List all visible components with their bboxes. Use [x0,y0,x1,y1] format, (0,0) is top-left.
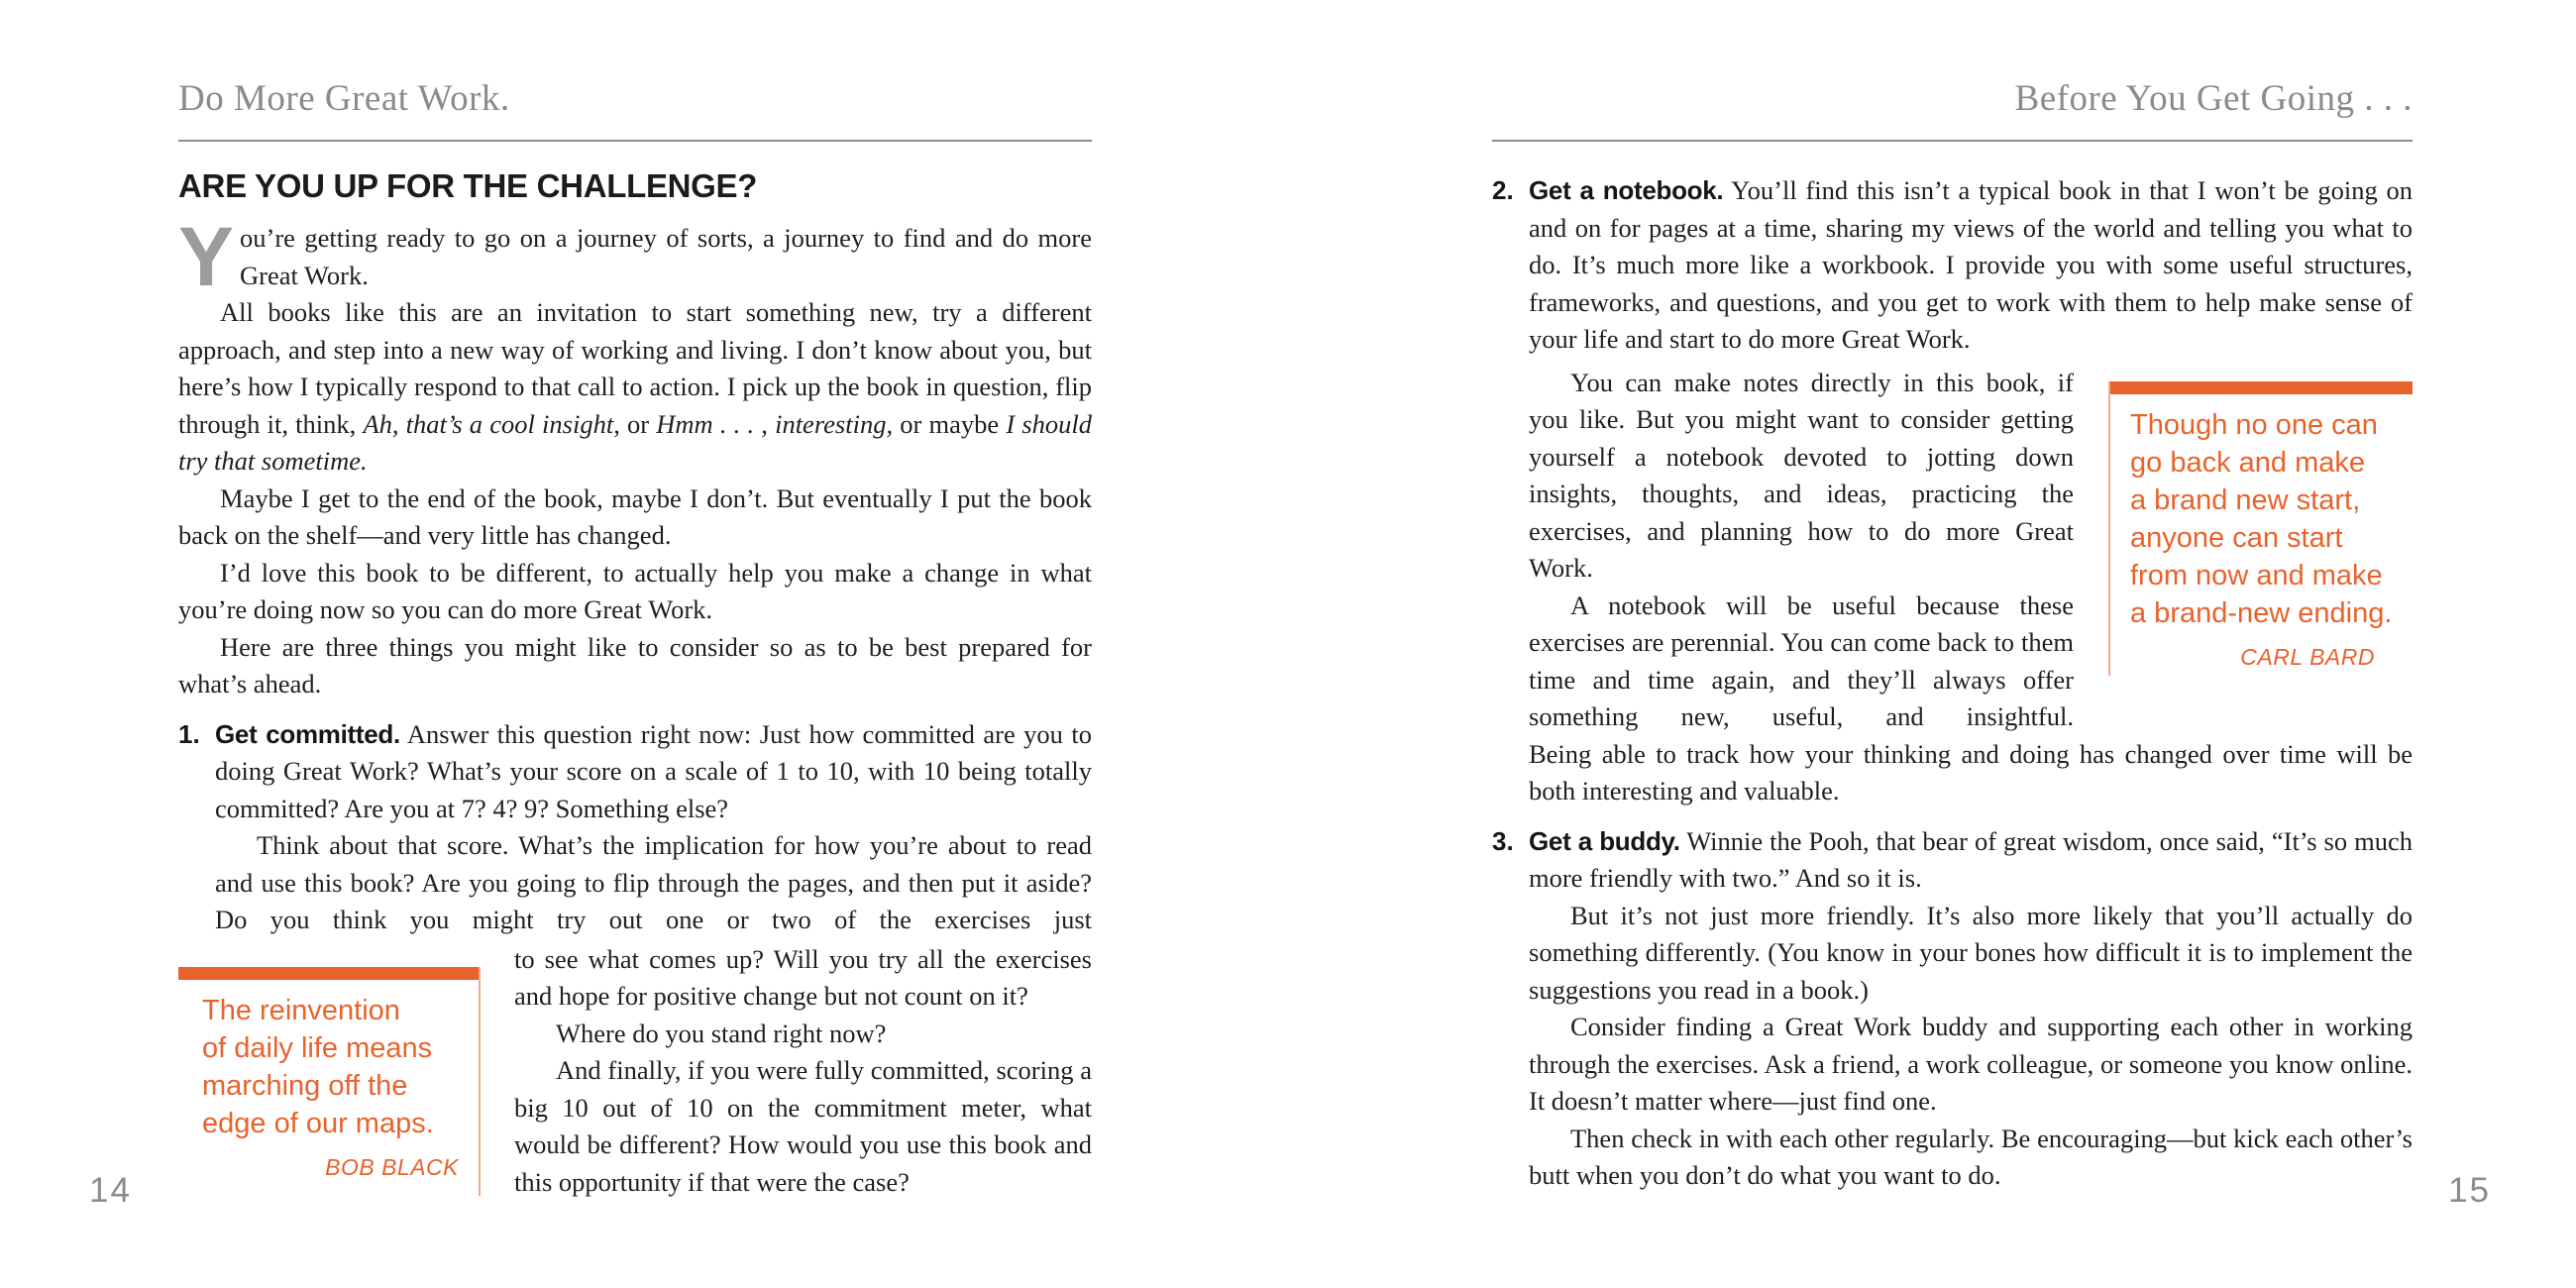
item-1-paragraph-wrapped: to see what comes up? Will you try all the exercises and hope for positive change but not count on it? [514,943,1092,1011]
paragraph-here-are-three: Here are three things you might like to consider so as to be best prepared for what’s ahead. [178,631,1092,698]
page-number-left: 14 [89,1171,132,1210]
pull-quote-line: a brand-new ending. [2130,596,2393,629]
paragraph-intro [178,210,1092,303]
item-1-text: Answer this question right now: Just how committed are you to doing Great Work? What’s your score on a scale of 1 to 10, with 10 being totally committed? Are you at 7? 4? 9? Something else? [215,718,1092,823]
item-1-paragraph [215,716,1092,828]
left-wrap-region [178,941,1092,1202]
list-item-2 [1492,172,2413,810]
right-body-column [1492,172,2413,1195]
item-1-paragraph-where: Where do you stand right now? [556,1018,887,1048]
pull-quote-attribution: BOB BLACK [325,1153,459,1180]
right-wrap-region [1529,365,2413,736]
item-3-text: Winnie the Pooh, that bear of great wisdom, once said, “It’s so much more friendly with two.” And so it is. [1529,825,2413,893]
section-heading: ARE YOU UP FOR THE CHALLENGE? [178,167,758,204]
item-1-paragraph-finally: And finally, if you were fully committed, scoring a big 10 out of 10 on the commitment meter, what would be different? How would you use this book and this opportunity if that were the case? [514,1055,1092,1197]
right-narrow-column [1529,365,2074,736]
item-2-paragraph-notes: You can make notes directly in this book, if you like. But you might want to consider getting yourself a notebook devoted to jotting down insights, thoughts, and ideas, practicing the exercises, and planning how to do more Great Work. [1529,367,2074,583]
pull-quote-bar [178,967,479,980]
pull-quote-text [178,980,479,1142]
paragraph-segment-italic: Hmm . . . , interesting, [656,408,894,439]
list-item-1 [178,716,1092,939]
item-3-paragraph-check-in: Then check in with each other regularly. Be encouraging—but kick each other’s butt when you don’t do what you want to do. [1529,1123,2413,1190]
paragraph-id-love: I’d love this book to be different, to actually help you make a change in what you’re doing now so you can do more Great Work. [178,557,1092,624]
item-3-paragraph [1529,823,2413,898]
pull-quote-line: marching off the [202,1069,408,1102]
paragraph-all-books [178,294,1092,481]
running-head-right: Before You Get Going . . . [2014,78,2413,119]
item-2-paragraph [1529,172,2413,359]
item-3-number: 3. [1492,825,1514,856]
page-left [178,0,1092,1288]
pull-quote-left [178,967,481,1196]
pull-quote-line: The reinvention [202,994,400,1026]
pull-quote-attribution: CARL BARD [2240,643,2375,670]
list-item-3 [1492,823,2413,1195]
paragraph-segment-italic: Ah, that’s a cool insight, [363,408,620,439]
page-number-right: 15 [2448,1171,2491,1210]
item-2-paragraph-tracking: Being able to track how your thinking and doing has changed over time will be both interesting and valuable. [1529,738,2413,805]
pull-quote-line: a brand new start, [2130,483,2361,516]
pull-quote-text [2110,394,2413,632]
left-body-column [178,166,1092,1201]
pull-quote-line: from now and make [2130,559,2383,591]
item-3-paragraph-consider: Consider finding a Great Work buddy and supporting each other in working through the exercises. Ask a friend, a work colleague, or someone you know online. It doesn’t matter where—just find one. [1529,1012,2413,1116]
pull-quote-line: anyone can start [2130,521,2343,554]
head-rule-left [178,140,1092,142]
item-2-label: Get a notebook. [1529,175,1724,205]
item-3-label: Get a buddy. [1529,825,1680,856]
item-1-number: 1. [178,718,200,749]
pull-quote-right [2108,381,2413,676]
item-3-paragraph-not-just: But it’s not just more friendly. It’s also more likely that you’ll actually do something differently. (You know in your bones how difficult it is to implement the suggestions you read in a book.) [1529,900,2413,1005]
item-2-text: You’ll find this isn’t a typical book in that I won’t be going on and on for pages at a time, sharing my views of the world and telling you what to do. It’s much more like a workbook. I provide you with some useful structures, frameworks, and questions, and you get to work with them to help make sense of your life and start to do more Great Work. [1529,175,2413,354]
paragraph-maybe: Maybe I get to the end of the book, maybe I don’t. But eventually I put the book back on the shelf—and very little has changed. [178,483,1092,550]
pull-quote-line: edge of our maps. [202,1107,434,1139]
item-2-paragraph-notebook-useful: A notebook will be useful because these exercises are perennial. You can come back to them time and time again, and they’ll always offer something new, useful, and insightful. [1529,590,2074,731]
running-head-left: Do More Great Work. [178,78,510,119]
paragraph-segment: or [619,408,657,439]
head-rule-right [1492,140,2413,142]
item-2-number: 2. [1492,175,1514,205]
item-1-paragraph-think: Think about that score. What’s the implication for how you’re about to read and use this book? Are you going to flip through the pages, and then put it aside? Do you think you might try out one or two of the exercises just [215,830,1092,934]
left-narrow-column [514,941,1092,1202]
drop-cap: Y [178,210,235,303]
pull-quote-line: Though no one can [2130,408,2378,441]
paragraph-segment: or maybe [893,408,1007,439]
pull-quote-line: go back and make [2130,446,2365,479]
pull-quote-line: of daily life means [202,1031,433,1064]
item-1-label: Get committed. [215,718,400,749]
pull-quote-bar [2110,381,2413,394]
paragraph-segment-italic: I should try that sometime. [178,408,1093,476]
paragraph-segment: All books like this are an invitation to start something new, try a different approach, and step into a new way of working and living. I don’t know about you, but here’s how I typically respond to that call to action. I pick up the book in question, flip through it, think, [178,297,1092,439]
paragraph-intro-text: ou’re getting ready to go on a journey of sorts, a journey to find and do more Great Work. [240,223,1092,290]
page-right [1492,0,2413,1288]
